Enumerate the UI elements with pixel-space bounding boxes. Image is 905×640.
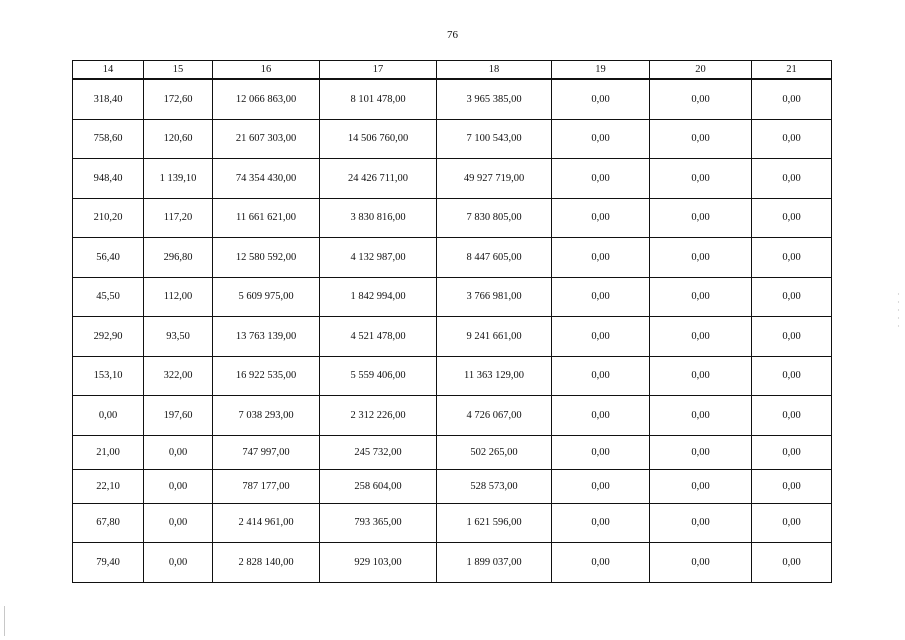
table-cell: 7 038 293,00 [213, 396, 320, 436]
table-cell: 0,00 [650, 238, 752, 278]
data-table [72, 60, 832, 583]
column-header: 15 [144, 61, 213, 80]
table-cell: 0,00 [552, 396, 650, 436]
table-cell: 0,00 [650, 396, 752, 436]
table-cell: 14 506 760,00 [320, 119, 437, 159]
table-cell: 8 447 605,00 [437, 238, 552, 278]
table-cell: 0,00 [552, 543, 650, 583]
column-header: 18 [437, 61, 552, 80]
table-cell: 245 732,00 [320, 435, 437, 469]
table-cell: 0,00 [650, 543, 752, 583]
table-row [73, 356, 832, 396]
table-row [73, 503, 832, 543]
scan-edge-mark [4, 606, 5, 636]
table-cell: 0,00 [552, 79, 650, 119]
column-header: 17 [320, 61, 437, 80]
table-cell: 3 830 816,00 [320, 198, 437, 238]
table-cell: 172,60 [144, 79, 213, 119]
table-cell: 0,00 [752, 119, 832, 159]
column-header: 19 [552, 61, 650, 80]
table-cell: 22,10 [73, 469, 144, 503]
table-cell: 0,00 [650, 277, 752, 317]
table-cell: 3 965 385,00 [437, 79, 552, 119]
table-cell: 0,00 [650, 198, 752, 238]
table-cell: 0,00 [144, 435, 213, 469]
table-cell: 74 354 430,00 [213, 159, 320, 199]
table-cell: 0,00 [144, 503, 213, 543]
table-row [73, 396, 832, 436]
table-cell: 0,00 [650, 356, 752, 396]
table-cell: 120,60 [144, 119, 213, 159]
table-cell: 12 580 592,00 [213, 238, 320, 278]
table-cell: 948,40 [73, 159, 144, 199]
table-cell: 1 139,10 [144, 159, 213, 199]
table-cell: 929 103,00 [320, 543, 437, 583]
table-cell: 292,90 [73, 317, 144, 357]
table-cell: 13 763 139,00 [213, 317, 320, 357]
table-cell: 0,00 [552, 238, 650, 278]
table-cell: 0,00 [752, 356, 832, 396]
table-row [73, 277, 832, 317]
table-row [73, 79, 832, 119]
table-cell: 0,00 [552, 356, 650, 396]
column-header: 21 [752, 61, 832, 80]
table-cell: 11 363 129,00 [437, 356, 552, 396]
table-row [73, 119, 832, 159]
table-cell: 0,00 [752, 198, 832, 238]
table-cell: 45,50 [73, 277, 144, 317]
table-cell: 4 132 987,00 [320, 238, 437, 278]
table-body [73, 79, 832, 582]
table-cell: 747 997,00 [213, 435, 320, 469]
table-cell: 1 621 596,00 [437, 503, 552, 543]
table-cell: 3 766 981,00 [437, 277, 552, 317]
table-cell: 0,00 [552, 469, 650, 503]
table-cell: 758,60 [73, 119, 144, 159]
table-cell: 4 521 478,00 [320, 317, 437, 357]
table-cell: 296,80 [144, 238, 213, 278]
table-cell: 7 100 543,00 [437, 119, 552, 159]
table-cell: 11 661 621,00 [213, 198, 320, 238]
table-cell: 0,00 [552, 159, 650, 199]
table-cell: 0,00 [752, 543, 832, 583]
page-number: 76 [447, 29, 458, 41]
table-cell: 0,00 [752, 503, 832, 543]
table-cell: 0,00 [73, 396, 144, 436]
table-cell: 528 573,00 [437, 469, 552, 503]
scan-specks [897, 290, 900, 330]
table-cell: 0,00 [752, 238, 832, 278]
table-cell: 0,00 [650, 119, 752, 159]
table-cell: 258 604,00 [320, 469, 437, 503]
table-cell: 0,00 [552, 119, 650, 159]
table-cell: 4 726 067,00 [437, 396, 552, 436]
table-cell: 7 830 805,00 [437, 198, 552, 238]
table-row [73, 159, 832, 199]
table-cell: 0,00 [144, 469, 213, 503]
table-cell: 5 609 975,00 [213, 277, 320, 317]
table-cell: 0,00 [752, 317, 832, 357]
column-header: 20 [650, 61, 752, 80]
table-cell: 0,00 [752, 79, 832, 119]
table-row [73, 543, 832, 583]
table-cell: 197,60 [144, 396, 213, 436]
table-cell: 0,00 [752, 435, 832, 469]
table-cell: 21,00 [73, 435, 144, 469]
table-cell: 0,00 [552, 503, 650, 543]
table-cell: 1 842 994,00 [320, 277, 437, 317]
table-cell: 210,20 [73, 198, 144, 238]
table-cell: 56,40 [73, 238, 144, 278]
table-cell: 0,00 [552, 317, 650, 357]
table-cell: 1 899 037,00 [437, 543, 552, 583]
table-cell: 24 426 711,00 [320, 159, 437, 199]
table-cell: 318,40 [73, 79, 144, 119]
table-cell: 0,00 [752, 396, 832, 436]
table-cell: 12 066 863,00 [213, 79, 320, 119]
table-cell: 0,00 [552, 435, 650, 469]
table-cell: 2 414 961,00 [213, 503, 320, 543]
table-cell: 2 312 226,00 [320, 396, 437, 436]
table-cell: 0,00 [650, 317, 752, 357]
table-cell: 0,00 [752, 469, 832, 503]
table-cell: 0,00 [752, 159, 832, 199]
table-cell: 0,00 [552, 277, 650, 317]
table-cell: 112,00 [144, 277, 213, 317]
table-row [73, 198, 832, 238]
table-cell: 67,80 [73, 503, 144, 543]
table-cell: 0,00 [552, 198, 650, 238]
table-cell: 0,00 [752, 277, 832, 317]
table-cell: 322,00 [144, 356, 213, 396]
table-cell: 787 177,00 [213, 469, 320, 503]
table-cell: 117,20 [144, 198, 213, 238]
table-cell: 16 922 535,00 [213, 356, 320, 396]
table-cell: 0,00 [650, 503, 752, 543]
table-cell: 21 607 303,00 [213, 119, 320, 159]
table-cell: 0,00 [650, 159, 752, 199]
column-header: 16 [213, 61, 320, 80]
table-cell: 0,00 [144, 543, 213, 583]
table-cell: 153,10 [73, 356, 144, 396]
table-cell: 49 927 719,00 [437, 159, 552, 199]
table-header-row [73, 61, 832, 80]
table-row [73, 317, 832, 357]
table-cell: 5 559 406,00 [320, 356, 437, 396]
table-cell: 93,50 [144, 317, 213, 357]
table-cell: 8 101 478,00 [320, 79, 437, 119]
table-cell: 502 265,00 [437, 435, 552, 469]
table-row [73, 435, 832, 469]
table-cell: 0,00 [650, 435, 752, 469]
table-cell: 0,00 [650, 79, 752, 119]
table-cell: 9 241 661,00 [437, 317, 552, 357]
table-row [73, 469, 832, 503]
table-cell: 793 365,00 [320, 503, 437, 543]
column-header: 14 [73, 61, 144, 80]
table-cell: 79,40 [73, 543, 144, 583]
table-cell: 0,00 [650, 469, 752, 503]
table-row [73, 238, 832, 278]
table-cell: 2 828 140,00 [213, 543, 320, 583]
